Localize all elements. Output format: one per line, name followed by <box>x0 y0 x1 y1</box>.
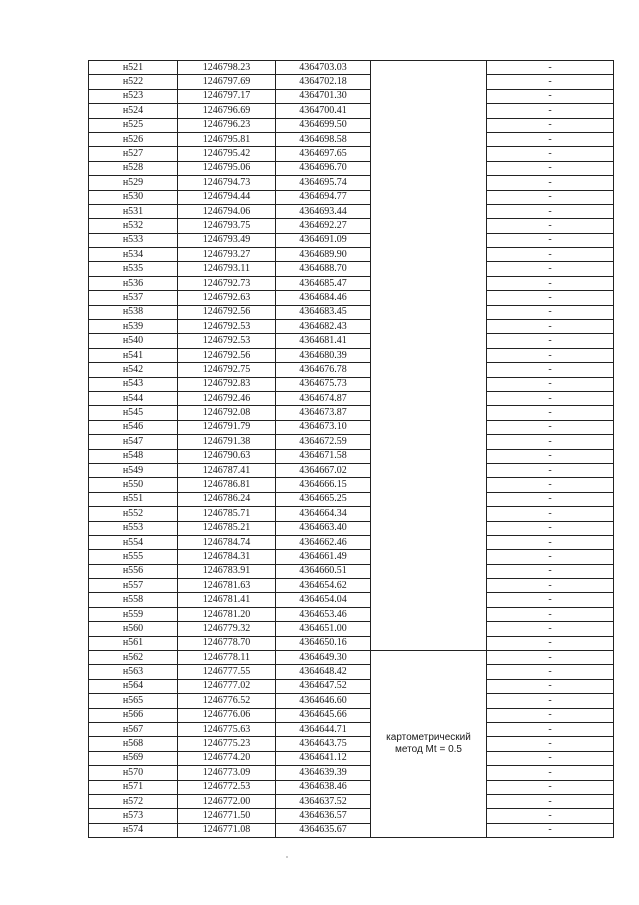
note-cell: - <box>487 535 614 549</box>
y-coordinate-cell: 4364667.02 <box>276 463 371 477</box>
x-coordinate-cell: 1246796.23 <box>178 118 276 132</box>
x-coordinate-cell: 1246786.24 <box>178 492 276 506</box>
point-id-cell: н540 <box>89 334 178 348</box>
point-id-cell: н564 <box>89 679 178 693</box>
note-cell: - <box>487 334 614 348</box>
x-coordinate-cell: 1246772.00 <box>178 794 276 808</box>
point-id-cell: н567 <box>89 722 178 736</box>
note-cell: - <box>487 363 614 377</box>
y-coordinate-cell: 4364699.50 <box>276 118 371 132</box>
y-coordinate-cell: 4364644.71 <box>276 722 371 736</box>
table-row <box>89 665 614 679</box>
y-coordinate-cell: 4364660.51 <box>276 564 371 578</box>
note-cell: - <box>487 204 614 218</box>
point-id-cell: н542 <box>89 363 178 377</box>
y-coordinate-cell: 4364685.47 <box>276 276 371 290</box>
x-coordinate-cell: 1246785.21 <box>178 521 276 535</box>
table-row <box>89 579 614 593</box>
y-coordinate-cell: 4364664.34 <box>276 507 371 521</box>
x-coordinate-cell: 1246795.06 <box>178 161 276 175</box>
table-row <box>89 435 614 449</box>
point-id-cell: н566 <box>89 708 178 722</box>
coordinates-table <box>88 60 614 838</box>
point-id-cell: н549 <box>89 463 178 477</box>
x-coordinate-cell: 1246791.38 <box>178 435 276 449</box>
table-row <box>89 708 614 722</box>
y-coordinate-cell: 4364654.62 <box>276 579 371 593</box>
note-cell: - <box>487 147 614 161</box>
table-row <box>89 550 614 564</box>
y-coordinate-cell: 4364680.39 <box>276 348 371 362</box>
y-coordinate-cell: 4364694.77 <box>276 190 371 204</box>
table-row <box>89 89 614 103</box>
y-coordinate-cell: 4364666.15 <box>276 478 371 492</box>
table-row <box>89 679 614 693</box>
note-cell: - <box>487 823 614 837</box>
point-id-cell: н571 <box>89 780 178 794</box>
point-id-cell: н538 <box>89 305 178 319</box>
note-cell: - <box>487 478 614 492</box>
x-coordinate-cell: 1246776.52 <box>178 694 276 708</box>
note-cell: - <box>487 521 614 535</box>
note-cell: - <box>487 320 614 334</box>
x-coordinate-cell: 1246794.73 <box>178 176 276 190</box>
table-row <box>89 104 614 118</box>
table-row <box>89 233 614 247</box>
note-cell: - <box>487 579 614 593</box>
point-id-cell: н555 <box>89 550 178 564</box>
note-cell: - <box>487 176 614 190</box>
table-row <box>89 737 614 751</box>
table-row <box>89 794 614 808</box>
x-coordinate-cell: 1246790.63 <box>178 449 276 463</box>
table-row <box>89 262 614 276</box>
y-coordinate-cell: 4364673.87 <box>276 406 371 420</box>
note-cell: - <box>487 593 614 607</box>
note-cell: - <box>487 550 614 564</box>
x-coordinate-cell: 1246792.53 <box>178 320 276 334</box>
x-coordinate-cell: 1246776.06 <box>178 708 276 722</box>
y-coordinate-cell: 4364662.46 <box>276 535 371 549</box>
x-coordinate-cell: 1246798.23 <box>178 61 276 75</box>
y-coordinate-cell: 4364691.09 <box>276 233 371 247</box>
x-coordinate-cell: 1246778.11 <box>178 651 276 665</box>
note-cell: - <box>487 636 614 650</box>
x-coordinate-cell: 1246779.32 <box>178 622 276 636</box>
y-coordinate-cell: 4364648.42 <box>276 665 371 679</box>
note-cell: - <box>487 463 614 477</box>
table-row <box>89 593 614 607</box>
x-coordinate-cell: 1246792.63 <box>178 291 276 305</box>
x-coordinate-cell: 1246792.56 <box>178 305 276 319</box>
table-row <box>89 766 614 780</box>
point-id-cell: н525 <box>89 118 178 132</box>
table-row <box>89 449 614 463</box>
y-coordinate-cell: 4364639.39 <box>276 766 371 780</box>
y-coordinate-cell: 4364663.40 <box>276 521 371 535</box>
x-coordinate-cell: 1246794.06 <box>178 204 276 218</box>
note-cell: - <box>487 406 614 420</box>
y-coordinate-cell: 4364647.52 <box>276 679 371 693</box>
table-row <box>89 219 614 233</box>
x-coordinate-cell: 1246793.11 <box>178 262 276 276</box>
note-cell: - <box>487 89 614 103</box>
point-id-cell: н526 <box>89 132 178 146</box>
point-id-cell: н546 <box>89 420 178 434</box>
point-id-cell: н529 <box>89 176 178 190</box>
point-id-cell: н535 <box>89 262 178 276</box>
y-coordinate-cell: 4364695.74 <box>276 176 371 190</box>
table-row <box>89 363 614 377</box>
note-cell: - <box>487 305 614 319</box>
x-coordinate-cell: 1246781.41 <box>178 593 276 607</box>
note-cell: - <box>487 751 614 765</box>
y-coordinate-cell: 4364674.87 <box>276 391 371 405</box>
table-row <box>89 463 614 477</box>
table-row <box>89 809 614 823</box>
note-cell: - <box>487 809 614 823</box>
note-cell: - <box>487 348 614 362</box>
y-coordinate-cell: 4364698.58 <box>276 132 371 146</box>
table-row <box>89 118 614 132</box>
table-row <box>89 320 614 334</box>
point-id-cell: н521 <box>89 61 178 75</box>
x-coordinate-cell: 1246792.53 <box>178 334 276 348</box>
note-cell: - <box>487 449 614 463</box>
point-id-cell: н534 <box>89 248 178 262</box>
point-id-cell: н547 <box>89 435 178 449</box>
table-row <box>89 521 614 535</box>
y-coordinate-cell: 4364672.59 <box>276 435 371 449</box>
y-coordinate-cell: 4364636.57 <box>276 809 371 823</box>
point-id-cell: н558 <box>89 593 178 607</box>
y-coordinate-cell: 4364665.25 <box>276 492 371 506</box>
x-coordinate-cell: 1246792.73 <box>178 276 276 290</box>
note-cell: - <box>487 233 614 247</box>
x-coordinate-cell: 1246777.02 <box>178 679 276 693</box>
point-id-cell: н530 <box>89 190 178 204</box>
table-row <box>89 751 614 765</box>
note-cell: - <box>487 794 614 808</box>
point-id-cell: н559 <box>89 607 178 621</box>
point-id-cell: н524 <box>89 104 178 118</box>
x-coordinate-cell: 1246787.41 <box>178 463 276 477</box>
x-coordinate-cell: 1246781.20 <box>178 607 276 621</box>
y-coordinate-cell: 4364646.60 <box>276 694 371 708</box>
note-cell: - <box>487 262 614 276</box>
point-id-cell: н537 <box>89 291 178 305</box>
y-coordinate-cell: 4364675.73 <box>276 377 371 391</box>
y-coordinate-cell: 4364676.78 <box>276 363 371 377</box>
x-coordinate-cell: 1246783.91 <box>178 564 276 578</box>
x-coordinate-cell: 1246774.20 <box>178 751 276 765</box>
note-cell: - <box>487 248 614 262</box>
x-coordinate-cell: 1246792.56 <box>178 348 276 362</box>
x-coordinate-cell: 1246791.79 <box>178 420 276 434</box>
y-coordinate-cell: 4364650.16 <box>276 636 371 650</box>
table-row <box>89 75 614 89</box>
y-coordinate-cell: 4364703.03 <box>276 61 371 75</box>
x-coordinate-cell: 1246797.17 <box>178 89 276 103</box>
table-row <box>89 248 614 262</box>
method-cell <box>371 651 487 838</box>
note-cell: - <box>487 104 614 118</box>
point-id-cell: н539 <box>89 320 178 334</box>
point-id-cell: н541 <box>89 348 178 362</box>
table-row <box>89 607 614 621</box>
note-cell: - <box>487 190 614 204</box>
note-cell: - <box>487 694 614 708</box>
point-id-cell: н543 <box>89 377 178 391</box>
x-coordinate-cell: 1246784.31 <box>178 550 276 564</box>
point-id-cell: н528 <box>89 161 178 175</box>
note-cell: - <box>487 391 614 405</box>
x-coordinate-cell: 1246792.08 <box>178 406 276 420</box>
table-row <box>89 348 614 362</box>
y-coordinate-cell: 4364693.44 <box>276 204 371 218</box>
table-row <box>89 204 614 218</box>
y-coordinate-cell: 4364692.27 <box>276 219 371 233</box>
y-coordinate-cell: 4364641.12 <box>276 751 371 765</box>
table-row <box>89 161 614 175</box>
table-row <box>89 722 614 736</box>
point-id-cell: н532 <box>89 219 178 233</box>
point-id-cell: н573 <box>89 809 178 823</box>
note-cell: - <box>487 219 614 233</box>
x-coordinate-cell: 1246772.53 <box>178 780 276 794</box>
y-coordinate-cell: 4364683.45 <box>276 305 371 319</box>
point-id-cell: н523 <box>89 89 178 103</box>
point-id-cell: н568 <box>89 737 178 751</box>
point-id-cell: н536 <box>89 276 178 290</box>
table-row <box>89 694 614 708</box>
y-coordinate-cell: 4364689.90 <box>276 248 371 262</box>
x-coordinate-cell: 1246795.42 <box>178 147 276 161</box>
y-coordinate-cell: 4364638.46 <box>276 780 371 794</box>
table-row <box>89 334 614 348</box>
table-row <box>89 780 614 794</box>
x-coordinate-cell: 1246792.75 <box>178 363 276 377</box>
x-coordinate-cell: 1246786.81 <box>178 478 276 492</box>
table-row <box>89 391 614 405</box>
scan-speck <box>286 856 288 858</box>
y-coordinate-cell: 4364637.52 <box>276 794 371 808</box>
point-id-cell: н574 <box>89 823 178 837</box>
note-cell: - <box>487 780 614 794</box>
point-id-cell: н550 <box>89 478 178 492</box>
x-coordinate-cell: 1246781.63 <box>178 579 276 593</box>
y-coordinate-cell: 4364649.30 <box>276 651 371 665</box>
x-coordinate-cell: 1246793.75 <box>178 219 276 233</box>
note-cell: - <box>487 708 614 722</box>
x-coordinate-cell: 1246777.55 <box>178 665 276 679</box>
point-id-cell: н572 <box>89 794 178 808</box>
point-id-cell: н557 <box>89 579 178 593</box>
y-coordinate-cell: 4364696.70 <box>276 161 371 175</box>
coordinates-table-body <box>89 61 614 838</box>
y-coordinate-cell: 4364688.70 <box>276 262 371 276</box>
note-cell: - <box>487 377 614 391</box>
note-cell: - <box>487 61 614 75</box>
y-coordinate-cell: 4364654.04 <box>276 593 371 607</box>
y-coordinate-cell: 4364684.46 <box>276 291 371 305</box>
table-row <box>89 176 614 190</box>
table-row <box>89 190 614 204</box>
table-row <box>89 276 614 290</box>
note-cell: - <box>487 766 614 780</box>
point-id-cell: н552 <box>89 507 178 521</box>
table-row <box>89 305 614 319</box>
y-coordinate-cell: 4364701.30 <box>276 89 371 103</box>
x-coordinate-cell: 1246771.50 <box>178 809 276 823</box>
point-id-cell: н548 <box>89 449 178 463</box>
y-coordinate-cell: 4364681.41 <box>276 334 371 348</box>
point-id-cell: н565 <box>89 694 178 708</box>
y-coordinate-cell: 4364671.58 <box>276 449 371 463</box>
x-coordinate-cell: 1246793.27 <box>178 248 276 262</box>
table-row <box>89 564 614 578</box>
method-line: метод Mt = 0.5 <box>395 744 462 756</box>
table-row <box>89 420 614 434</box>
x-coordinate-cell: 1246792.46 <box>178 391 276 405</box>
point-id-cell: н531 <box>89 204 178 218</box>
x-coordinate-cell: 1246784.74 <box>178 535 276 549</box>
y-coordinate-cell: 4364682.43 <box>276 320 371 334</box>
table-row <box>89 478 614 492</box>
point-id-cell: н554 <box>89 535 178 549</box>
table-row <box>89 651 614 665</box>
table-row <box>89 147 614 161</box>
table-row <box>89 132 614 146</box>
table-row <box>89 507 614 521</box>
point-id-cell: н562 <box>89 651 178 665</box>
y-coordinate-cell: 4364651.00 <box>276 622 371 636</box>
y-coordinate-cell: 4364673.10 <box>276 420 371 434</box>
note-cell: - <box>487 607 614 621</box>
x-coordinate-cell: 1246797.69 <box>178 75 276 89</box>
note-cell: - <box>487 507 614 521</box>
x-coordinate-cell: 1246796.69 <box>178 104 276 118</box>
point-id-cell: н527 <box>89 147 178 161</box>
y-coordinate-cell: 4364635.67 <box>276 823 371 837</box>
table-row <box>89 622 614 636</box>
note-cell: - <box>487 118 614 132</box>
point-id-cell: н556 <box>89 564 178 578</box>
x-coordinate-cell: 1246792.83 <box>178 377 276 391</box>
point-id-cell: н553 <box>89 521 178 535</box>
table-row <box>89 823 614 837</box>
y-coordinate-cell: 4364697.65 <box>276 147 371 161</box>
x-coordinate-cell: 1246771.08 <box>178 823 276 837</box>
note-cell: - <box>487 651 614 665</box>
method-cell-empty <box>371 61 487 651</box>
y-coordinate-cell: 4364653.46 <box>276 607 371 621</box>
note-cell: - <box>487 564 614 578</box>
note-cell: - <box>487 622 614 636</box>
point-id-cell: н560 <box>89 622 178 636</box>
point-id-cell: н561 <box>89 636 178 650</box>
table-row <box>89 492 614 506</box>
table-row <box>89 291 614 305</box>
x-coordinate-cell: 1246795.81 <box>178 132 276 146</box>
point-id-cell: н551 <box>89 492 178 506</box>
note-cell: - <box>487 492 614 506</box>
note-cell: - <box>487 161 614 175</box>
note-cell: - <box>487 276 614 290</box>
note-cell: - <box>487 737 614 751</box>
table-row <box>89 406 614 420</box>
y-coordinate-cell: 4364645.66 <box>276 708 371 722</box>
table-row <box>89 377 614 391</box>
point-id-cell: н545 <box>89 406 178 420</box>
y-coordinate-cell: 4364702.18 <box>276 75 371 89</box>
note-cell: - <box>487 75 614 89</box>
point-id-cell: н533 <box>89 233 178 247</box>
table-row <box>89 636 614 650</box>
note-cell: - <box>487 722 614 736</box>
note-cell: - <box>487 291 614 305</box>
y-coordinate-cell: 4364700.41 <box>276 104 371 118</box>
point-id-cell: н569 <box>89 751 178 765</box>
note-cell: - <box>487 132 614 146</box>
point-id-cell: н570 <box>89 766 178 780</box>
x-coordinate-cell: 1246794.44 <box>178 190 276 204</box>
method-line: картометрический <box>386 732 471 744</box>
note-cell: - <box>487 665 614 679</box>
note-cell: - <box>487 435 614 449</box>
x-coordinate-cell: 1246775.23 <box>178 737 276 751</box>
x-coordinate-cell: 1246773.09 <box>178 766 276 780</box>
y-coordinate-cell: 4364643.75 <box>276 737 371 751</box>
note-cell: - <box>487 420 614 434</box>
point-id-cell: н563 <box>89 665 178 679</box>
x-coordinate-cell: 1246793.49 <box>178 233 276 247</box>
point-id-cell: н522 <box>89 75 178 89</box>
x-coordinate-cell: 1246775.63 <box>178 722 276 736</box>
table-row <box>89 61 614 75</box>
note-cell: - <box>487 679 614 693</box>
table-row <box>89 535 614 549</box>
y-coordinate-cell: 4364661.49 <box>276 550 371 564</box>
point-id-cell: н544 <box>89 391 178 405</box>
x-coordinate-cell: 1246778.70 <box>178 636 276 650</box>
x-coordinate-cell: 1246785.71 <box>178 507 276 521</box>
